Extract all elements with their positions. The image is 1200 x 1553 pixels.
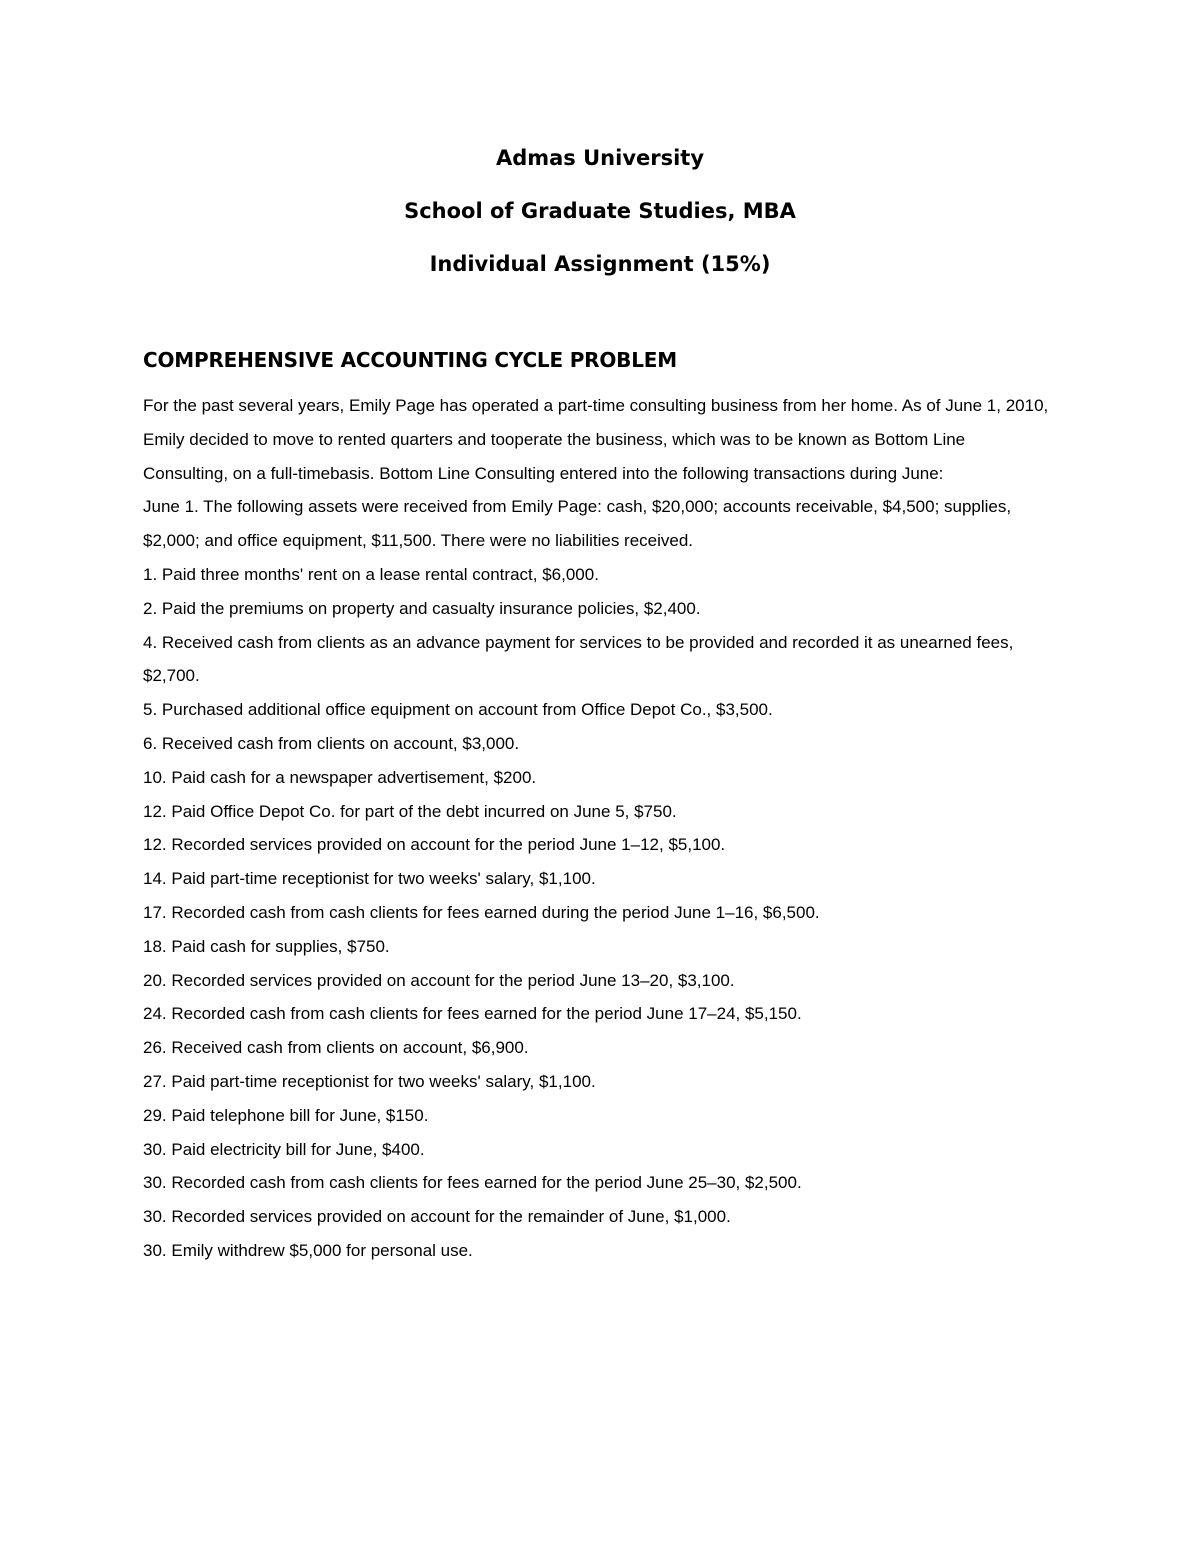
transaction-item: 5. Purchased additional office equipment on account from Office Depot Co., $3,500.	[143, 700, 773, 720]
transaction-item: 12. Recorded services provided on account for the period June 1–12, $5,100.	[143, 835, 726, 855]
transaction-item: June 1. The following assets were received from Emily Page: cash, $20,000; accounts receivable, $4,500; supplies, $2,000; and office equipment, $11,500. There were no liabilities received.	[143, 497, 1012, 551]
transaction-item: 6. Received cash from clients on account, $3,000.	[143, 733, 520, 753]
transaction-item: 14. Paid part-time receptionist for two weeks' salary, $1,100.	[143, 869, 596, 889]
transaction-item: 18. Paid cash for supplies, $750.	[143, 936, 390, 956]
transaction-item: 4. Received cash from clients as an advance payment for services to be provided and recorded it as unearned fees, $2,700.	[143, 632, 1014, 686]
transaction-item: 27. Paid part-time receptionist for two weeks' salary, $1,100.	[143, 1071, 596, 1091]
transaction-item: 30. Emily withdrew $5,000 for personal use.	[143, 1240, 473, 1260]
transaction-item: 30. Paid electricity bill for June, $400.	[143, 1139, 425, 1159]
university-title: Admas University	[495, 146, 705, 170]
transaction-item: 17. Recorded cash from cash clients for fees earned during the period June 1–16, $6,500.	[143, 902, 820, 922]
transaction-item: 26. Received cash from clients on account, $6,900.	[143, 1038, 529, 1058]
transaction-item: 30. Recorded cash from cash clients for fees earned for the period June 25–30, $2,500.	[143, 1173, 802, 1193]
transaction-item: 1. Paid three months' rent on a lease rental contract, $6,000.	[143, 564, 599, 584]
school-title: School of Graduate Studies, MBA	[404, 199, 796, 223]
transaction-item: 20. Recorded services provided on account for the period June 13–20, $3,100.	[143, 970, 735, 990]
intro-paragraph: For the past several years, Emily Page has operated a part-time consulting business from her home. As of June 1, 2010, Emily decided to move to rented quarters and tooperate the business, which was to be known as Bottom Line Consulting, on a full-timebasis. Bottom Line Consulting entered into the following transactions during June:	[143, 396, 1049, 483]
transaction-item: 30. Recorded services provided on account for the remainder of June, $1,000.	[143, 1207, 731, 1227]
transaction-item: 29. Paid telephone bill for June, $150.	[143, 1105, 429, 1125]
transaction-item: 12. Paid Office Depot Co. for part of the debt incurred on June 5, $750.	[143, 801, 677, 821]
section-title: COMPREHENSIVE ACCOUNTING CYCLE PROBLEM	[143, 348, 677, 372]
transaction-item: 2. Paid the premiums on property and casualty insurance policies, $2,400.	[143, 598, 701, 618]
assignment-title: Individual Assignment (15%)	[429, 252, 771, 276]
problem-body	[143, 389, 1053, 1268]
transaction-item: 10. Paid cash for a newspaper advertisement, $200.	[143, 767, 537, 787]
transaction-item: 24. Recorded cash from cash clients for fees earned for the period June 17–24, $5,150.	[143, 1004, 802, 1024]
